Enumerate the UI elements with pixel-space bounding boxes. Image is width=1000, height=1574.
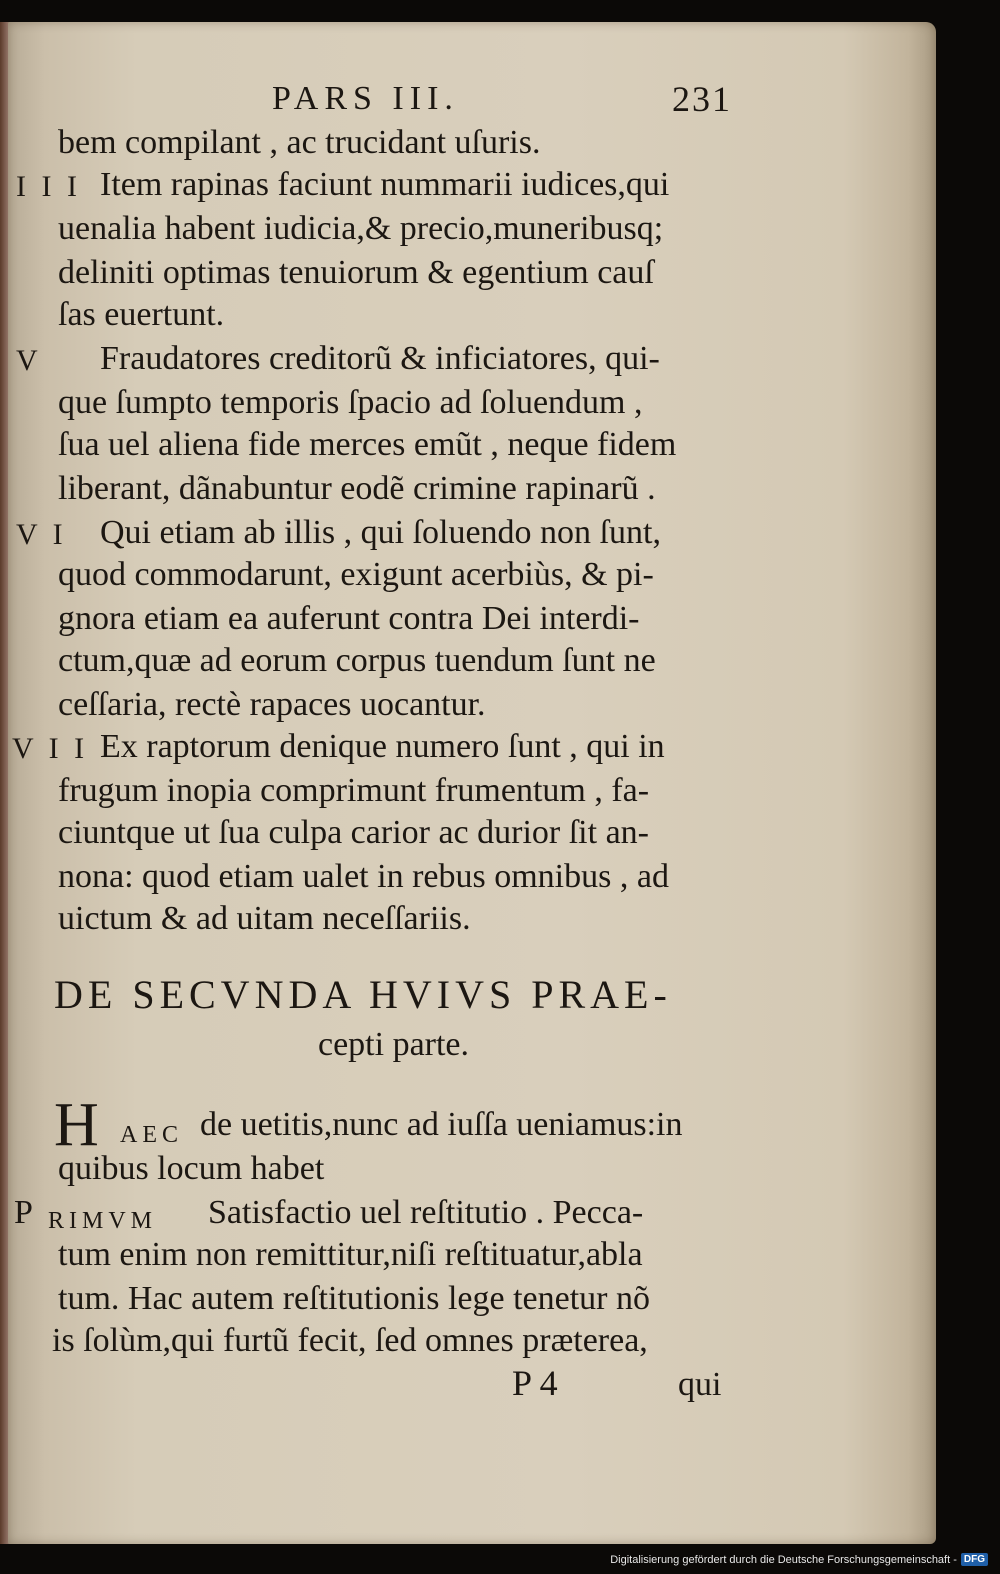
margin-initial-p: P [14,1194,37,1231]
text-line: Ex raptorum denique numero ſunt , qui in [100,728,665,765]
text-line: Satisfactio uel reſtitutio . Pecca- [208,1194,644,1231]
text-line: uenalia habent iudicia,& precio,muneribusq; [58,210,664,247]
dfg-logo: DFG [961,1553,988,1566]
drop-cap: H [54,1091,99,1159]
text-line: ſua uel aliena fide merces emũt , neque fidem [58,426,677,463]
text-line: tum enim non remittitur,niſi reſtituatur,abla [58,1236,643,1273]
text-line: ſas euertunt. [58,296,225,333]
text-line: quod commodarunt, exigunt acerbiùs, & pi- [58,556,654,593]
credit-text: Digitalisierung gefördert durch die Deutsche Forschungsgemeinschaft - [610,1553,957,1566]
text-line: ciuntque ut ſua culpa carior ac durior ſit an- [58,814,649,851]
section-heading: DE SECVNDA HVIVS PRAE- [54,972,672,1017]
text-line: ctum,quæ ad eorum corpus tuendum ſunt ne [58,642,656,679]
text-line: quibus locum habet [58,1150,325,1187]
text-line: bem compilant , ac trucidant uſuris. [58,124,541,161]
margin-numeral-iii: I I I [16,170,81,203]
text-line: Qui etiam ab illis , qui ſoluendo non ſunt, [100,514,661,551]
section-subheading: cepti parte. [318,1026,470,1063]
text-line: uictum & ad uitam neceſſariis. [58,900,471,937]
text-line: deliniti optimas tenuiorum & egentium cauſ [58,254,654,291]
margin-numeral-vi: V I [16,518,67,551]
smallcaps-word: AEC [120,1122,183,1148]
text-line: de uetitis,nunc ad iuſſa ueniamus:in [200,1106,683,1143]
text-line: frugum inopia comprimunt frumentum , fa- [58,772,650,809]
text-line: nona: quod etiam ualet in rebus omnibus , ad [58,858,669,895]
text-line: is ſolùm,qui furtũ fecit, ſed omnes præterea, [52,1322,648,1359]
catchword: qui [678,1366,722,1403]
smallcaps-word: RIMVM [48,1208,158,1234]
text-line: Item rapinas faciunt nummarii iudices,qui [100,166,670,203]
page-number: 231 [672,79,732,119]
running-title: PARS III. [272,80,459,117]
text-line: ceſſaria, rectè rapaces uocantur. [58,686,486,723]
text-line: Fraudatores creditorũ & inficiatores, qui- [100,340,660,377]
margin-numeral-vii: V I I [12,732,89,765]
digitization-credit [610,1553,988,1566]
text-line: gnora etiam ea auferunt contra Dei interdi- [58,600,640,637]
text-line: liberant, dãnabuntur eodẽ crimine rapinarũ . [58,470,656,507]
text-line: que ſumpto temporis ſpacio ad ſoluendum , [58,384,643,421]
margin-numeral-v: V [16,344,42,377]
text-line: tum. Hac autem reſtitutionis lege tenetur nõ [58,1280,650,1317]
signature-mark: P 4 [512,1363,558,1403]
